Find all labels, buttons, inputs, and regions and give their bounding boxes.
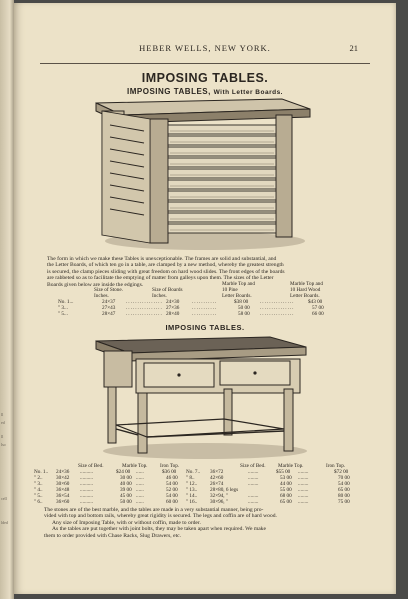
iron-price: $36 00	[162, 469, 177, 475]
marble-price: 55 00	[280, 487, 292, 493]
table1-header-pine: Marble Top and 10 Pine Letter Boards.	[222, 281, 255, 299]
catalog-page	[14, 3, 396, 594]
header-rule	[40, 63, 370, 64]
table1-header-stone: Size of Stone. Inches.	[94, 287, 123, 299]
header-marble-top: Marble Top.	[278, 463, 304, 469]
table-row: " 16.. 30×96, " ........ 65 00 ........ 75 00	[186, 499, 350, 505]
adjacent-page-fragment: ll	[1, 412, 4, 417]
subtitle-main: IMPOSING TABLES,	[127, 87, 211, 96]
marble-price: $24 00	[116, 469, 131, 475]
table-row: No. 1... 24×37 ................ 24×30 ........... $38 00 ............... $43 00	[58, 299, 323, 305]
pine-price: 58 00	[238, 311, 250, 317]
bed-size: 36×48	[56, 487, 70, 493]
table-row: " 5... 28×47 ................ 28×40 ........... 58 00 ............... 66 00	[58, 311, 324, 317]
adjacent-page-fragment: cell	[1, 496, 7, 501]
table1-rows	[58, 299, 378, 317]
pine-price: $38 00	[234, 299, 249, 305]
description-paragraph-2	[44, 507, 370, 539]
paragraph-line: The stones are of the best marble, and the tables are made in a very substantial manner, being pro-	[44, 507, 264, 513]
paragraph-line: is secured, the clamp pieces sliding with great freedom on hard wood slides. The front edges of the boards	[47, 268, 285, 275]
row-number: " 8..	[186, 475, 195, 481]
bed-size: 36×54	[56, 493, 70, 499]
table2-right-rows	[186, 469, 382, 505]
marble-price: 53 00	[280, 475, 292, 481]
paragraph-line: them to order provided with Chase Racks, Slug Drawers, etc.	[44, 532, 182, 539]
row-number: No. 1..	[34, 469, 49, 475]
row-number: " 16..	[186, 499, 198, 505]
table-row: " 5.. 36×54 .......... 45 00 ...... 54 00	[34, 493, 178, 499]
table-row: " 3... 27×43 ................ 27×36 ........... 50 00 ............... 57 00	[58, 305, 324, 311]
iron-price: 60 00	[166, 499, 178, 505]
board-size: 27×36	[166, 305, 180, 311]
table-row: No. 1.. 24×36 .......... $24 00 ...... $36 00	[34, 469, 177, 475]
page-title: IMPOSING TABLES.	[141, 71, 269, 85]
paragraph-line: vided with top and bottom rails, whereby great rigidity is secured. The legs and coffin are of hard wood.	[44, 513, 277, 520]
table-row: " 12.. 26×74 ........ 44 00 ........ 54 00	[186, 481, 350, 487]
page-header	[14, 43, 396, 57]
iron-price: 80 00	[338, 493, 350, 499]
row-number: " 2..	[34, 475, 43, 481]
table-row: " 4.. 36×48 .......... 39 00 ...... 52 00	[34, 487, 178, 493]
marble-price: 68 00	[280, 493, 292, 499]
paragraph-line: Any size of Imposing Table, with or without coffin, made to order.	[52, 519, 201, 526]
stone-size: 28×47	[102, 311, 116, 317]
bed-size: 36×60	[56, 499, 70, 505]
paragraph-line: are rabbeted so as to facilitate the emptying of matter from galleys upon them. The sizes of the Letter	[47, 275, 274, 282]
stone-size: 27×43	[102, 305, 116, 311]
table-row: No. 7.. 36×72 ........ $55 00 ........ $72 00	[186, 469, 349, 475]
row-number: " 3..	[34, 481, 43, 487]
marble-price: 50 00	[120, 499, 132, 505]
row-number: No. 7..	[186, 469, 201, 475]
table1-header-hardwood: Marble Top and 10 Hard Wood Letter Boards.	[290, 281, 323, 299]
row-number: " 12..	[186, 481, 198, 487]
row-number: " 14..	[186, 493, 198, 499]
board-size: 28×40	[166, 311, 180, 317]
marble-price: 65 00	[280, 499, 292, 505]
header-iron-top: Iron Top.	[160, 463, 180, 469]
header-marble-top: Marble Top.	[122, 463, 148, 469]
paragraph-line: Boards given below are inside the edgings.	[47, 281, 144, 288]
iron-price: 54 00	[338, 481, 350, 487]
table-row: " 14.. 32×94, " ........ 68 00 ........ 80 00	[186, 493, 350, 499]
iron-price: 52 00	[166, 487, 178, 493]
paragraph-line: the Letter Boards, of which ten go in a table, are clamped by a new method, whereby the greatest strength	[47, 262, 284, 269]
table-row: " 2.. 30×42 .......... 30 00 ...... 46 00	[34, 475, 178, 481]
subtitle-small: With Letter Boards.	[213, 89, 283, 96]
stone-size: 24×37	[102, 299, 116, 305]
adjacent-page-fragment: ed	[1, 420, 5, 425]
page-number: 21	[349, 43, 358, 53]
running-title: HEBER WELLS, NEW YORK.	[139, 43, 271, 53]
adjacent-page-edge	[0, 0, 14, 599]
row-number: " 5...	[58, 311, 68, 317]
paragraph-line: As the tables are put together with joint bolts, they may be taken apart when required. We make	[52, 526, 266, 533]
marble-price: 39 00	[120, 487, 132, 493]
bed-size: 32×94, "	[210, 493, 229, 499]
adjacent-page-fragment: lso	[1, 442, 6, 447]
adjacent-page-fragment: ll	[1, 434, 4, 439]
bed-size: 30×42	[56, 475, 70, 481]
bed-size: 30×96, "	[210, 499, 229, 505]
adjacent-page-fragment: lded	[1, 520, 8, 525]
iron-price: $72 00	[334, 469, 349, 475]
hardwood-price: 66 00	[312, 311, 324, 317]
table-row: " 8.. 42×60 ........ 53 00 ........ 70 00	[186, 475, 350, 481]
table1-header-boards: Size of Boards Inches.	[152, 287, 183, 299]
table-row: " 13.. 28×80, 6 legs 55 00 ........ 65 00	[186, 487, 350, 493]
iron-price: 75 00	[338, 499, 350, 505]
section2-title: IMPOSING TABLES.	[165, 323, 245, 332]
iron-price: 70 00	[338, 475, 350, 481]
hardwood-price: $43 00	[308, 299, 323, 305]
iron-price: 65 00	[338, 487, 350, 493]
header-size-of-bed: Size of Bed.	[240, 463, 266, 469]
row-number: " 4..	[34, 487, 43, 493]
row-number: " 3...	[58, 305, 68, 311]
paragraph-line: The form in which we make these Tables is unexceptionable. The frames are solid and substantial, and	[47, 256, 277, 262]
bed-size: 36×72	[210, 469, 224, 475]
row-number: No. 1...	[58, 299, 74, 305]
header-iron-top: Iron Top.	[326, 463, 346, 469]
table-row: " 3.. 30×60 .......... 40 00 ...... 54 00	[34, 481, 178, 487]
table-row: " 6.. 36×60 .......... 50 00 ...... 60 00	[34, 499, 178, 505]
marble-price: 44 00	[280, 481, 292, 487]
header-size-of-bed: Size of Bed.	[78, 463, 104, 469]
marble-price: 45 00	[120, 493, 132, 499]
iron-price: 54 00	[166, 481, 178, 487]
row-number: " 5..	[34, 493, 43, 499]
bed-size: 42×60	[210, 475, 224, 481]
imposing-table-illustration	[94, 333, 316, 461]
marble-price: $55 00	[276, 469, 291, 475]
letter-board-table-illustration	[92, 95, 318, 253]
row-number: " 6..	[34, 499, 43, 505]
bed-size: 28×80, 6 legs	[210, 487, 239, 493]
bed-size: 30×60	[56, 481, 70, 487]
bed-size: 24×36	[56, 469, 70, 475]
pine-price: 50 00	[238, 305, 250, 311]
iron-price: 46 00	[166, 475, 178, 481]
marble-price: 30 00	[120, 475, 132, 481]
table2-left-rows	[34, 469, 210, 505]
row-number: " 13..	[186, 487, 198, 493]
hardwood-price: 57 00	[312, 305, 324, 311]
bed-size: 26×74	[210, 481, 224, 487]
marble-price: 40 00	[120, 481, 132, 487]
board-size: 24×30	[166, 299, 180, 305]
iron-price: 54 00	[166, 493, 178, 499]
